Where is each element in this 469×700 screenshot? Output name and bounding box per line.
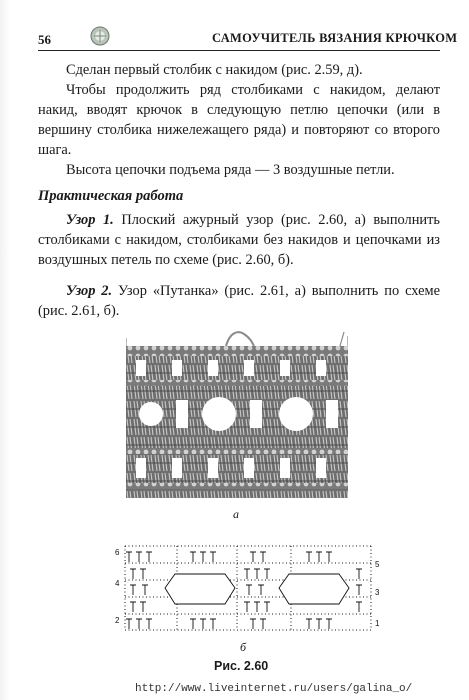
crochet-chart-diagram [113,540,381,635]
footer-url: http://www.liveinternet.ru/users/galina_o/ [135,683,413,695]
pattern-2-paragraph [38,281,440,321]
row-label: 3 [375,588,380,597]
crochet-swatch-photo [126,328,348,508]
publisher-logo-icon [90,26,110,46]
row-label: 6 [115,548,120,557]
pattern-2-text: Узор «Путанка» (рис. 2.61, а) выполнить по схеме (рис. 2.61, б). [38,283,440,319]
pattern-1-text: Плоский ажурный узор (рис. 2.60, а) выполнить столбиками с накидом, столбиками без накидов и цепочками из воздушных петель по схеме (рис. 2.60, б). [38,212,440,268]
pattern-1-paragraph [38,210,440,270]
section-title: Практическая работа [38,188,184,204]
paragraph-3: Высота цепочки подъема ряда — 3 воздушные петли. [66,162,395,178]
paragraph-1: Сделан первый столбик с накидом (рис. 2.59, д). [66,62,363,78]
pattern-1-name: Узор 1. [66,212,114,228]
row-label: 1 [375,619,380,628]
body-text [38,60,440,180]
row-label: 2 [115,616,120,625]
figure-label-a: а [233,507,239,521]
pattern-2-name: Узор 2. [66,283,113,299]
paragraph-2: Чтобы продолжить ряд столбиками с накидом, делают накид, вводят крючок в следующую петлю цепочки (или в вершину столбика нижележащего ряда) и повторяют со второго шага. [38,82,440,158]
figure-label-b: б [240,640,247,654]
row-label: 5 [375,560,380,569]
running-title: САМОУЧИТЕЛЬ ВЯЗАНИЯ КРЮЧКОМ [212,31,458,45]
row-label: 4 [115,579,120,588]
figure-caption: Рис. 2.60 [214,659,269,673]
header-rule [38,50,440,51]
page-number: 56 [38,32,51,47]
